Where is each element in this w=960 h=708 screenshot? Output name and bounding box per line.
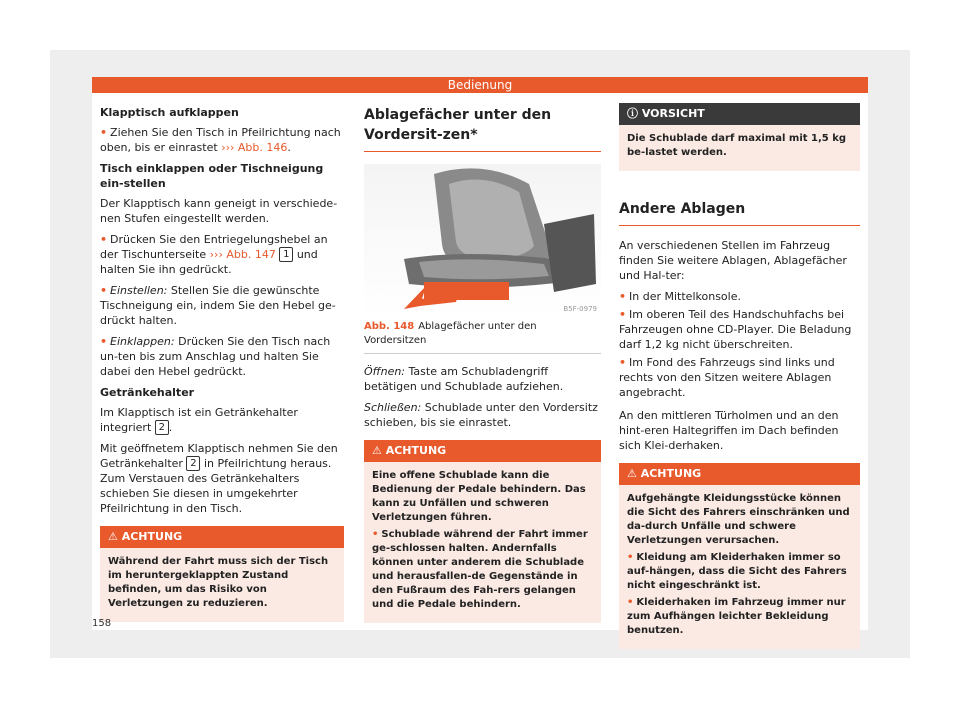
seat-drawer-figure [364,164,601,316]
warning-header: ⚠ ACHTUNG [364,440,601,462]
ref-link[interactable]: ››› Abb. 147 [209,248,276,261]
bullet-icon: • [372,529,379,540]
warning-header: ⚠ ACHTUNG [619,463,860,485]
warning-header: ⚠ ACHTUNG [100,526,344,548]
bullet-icon: • [627,552,634,563]
bullet-icon: • [100,233,108,246]
warning-bullet: • Schublade während der Fahrt immer ge-schlossen halten. Andernfalls können unter anderem die Schublade und herausfallen-de Gegenstände in den Fußraum des Fah-rers gelangen und die Pedale behindern. [372,529,588,610]
paragraph-oeffnen: Öffnen: Taste am Schubladengriff betätigen und Schublade aufziehen. [364,365,564,393]
caution-box [619,103,860,171]
warning-box [100,526,344,622]
paragraph: An den mittleren Türholmen und an den hint-eren Haltegriffen im Dach befinden sich Klei-derhaken. [619,409,839,452]
figure-code: B5F-0979 [563,305,597,313]
callout-number: 1 [279,247,293,262]
paragraph-schliessen: Schließen: Schublade unter den Vordersitz schieben, bis sie einrastet. [364,401,598,429]
warning-bullet: • Kleidung am Kleiderhaken immer so auf-hängen, dass die Sicht des Fahrers nicht eingeschränkt ist. [627,552,847,591]
bullet-einklappen: • Einklappen: Drücken Sie den Tisch nach un-ten bis zum Anschlag und halten Sie dabei den Hebel gedrückt. [100,335,331,378]
section-title-andere-ablagen: Andere Ablagen [619,199,860,226]
heading-getraenke: Getränkehalter [100,386,195,399]
bullet-item: • Im oberen Teil des Handschuhfachs bei Fahrzeugen ohne CD-Player. Die Beladung darf 1,2 kg nicht überschreiten. [619,308,852,351]
bullet-icon: • [627,597,634,608]
bullet-icon: • [619,290,627,303]
bullet-icon: • [100,126,108,139]
bullet-icon: • [619,356,627,369]
warning-box [619,463,860,649]
warning-triangle-icon: ⚠ [108,530,118,543]
bullet-icon: • [100,335,108,348]
caution-header: ⓘ VORSICHT [619,103,860,125]
manual-page [92,77,868,636]
warning-bullet: • Kleiderhaken im Fahrzeug immer nur zum Aufhängen leichter Bekleidung benutzen. [627,597,846,636]
section-title-ablagefaecher: Ablagefächer unter den Vordersit-zen* [364,105,601,152]
paragraph: Der Klapptisch kann geneigt in verschiede-nen Stufen eingestellt werden. [100,197,338,225]
paragraph: Im Klapptisch ist ein Getränkehalter integriert 2 . [100,406,298,434]
bullet-ziehen: • Ziehen Sie den Tisch in Pfeilrichtung nach oben, bis er einrastet ››› Abb. 146. [100,126,341,154]
column-right [619,103,860,649]
caution-body: Die Schublade darf maximal mit 1,5 kg be-lastet werden. [627,133,847,158]
warning-triangle-icon: ⚠ [372,444,382,457]
bullet-icon: • [619,308,627,321]
heading-klapptisch: Klapptisch aufklappen [100,106,239,119]
column-middle [364,105,601,623]
bullet-icon: • [100,284,108,297]
bullet-einstellen: • Einstellen: Stellen Sie die gewünschte Tischneigung ein, indem Sie den Hebel ge-drückt halten. [100,284,336,327]
warning-body: Aufgehängte Kleidungsstücke können die Sicht des Fahrers einschränken und da-durch Unfälle und schwere Verletzungen verursachen. • Kleidung am Kleiderhaken immer so auf-hängen, dass die Sicht des Fahrers nicht eingeschränkt ist. • Kleiderhaken im Fahrzeug immer nur zum Aufhängen leichter Bekleidung benutzen. [619,485,860,649]
paragraph: An verschiedenen Stellen im Fahrzeug finden Sie weitere Ablagen, Ablagefächer und Hal-ter: [619,239,847,282]
bullet-druecken: • Drücken Sie den Entriegelungshebel an der Tischunterseite ››› Abb. 147 1 und halten Sie ihn gedrückt. [100,233,328,276]
column-left [100,105,344,622]
warning-triangle-icon: ⚠ [627,467,637,480]
paragraph: Mit geöffnetem Klapptisch nehmen Sie den Getränkehalter 2 in Pfeilrichtung heraus. Zum Verstauen des Getränkehalters schieben Sie diesen in umgekehrter Pfeilrichtung in den Tisch. [100,442,338,515]
bullet-item: • In der Mittelkonsole. [619,290,741,303]
figure-caption: Abb. 148 Ablagefächer unter den Vordersitzen [364,320,601,354]
warning-body: Eine offene Schublade kann die Bedienung der Pedale behindern. Das kann zu Unfällen und schweren Verletzungen führen. • Schublade während der Fahrt immer ge-schlossen halten. Andernfalls können unter anderem die Schublade und herausfallen-de Gegenstände in den Fußraum des Fah-rers gelangen und die Pedale behindern. [364,462,601,623]
page-number: 158 [92,618,112,629]
callout-number: 2 [155,420,169,435]
callout-number: 2 [186,456,200,471]
heading-einklappen: Tisch einklappen oder Tischneigung ein-stellen [100,162,324,190]
bullet-item: • Im Fond des Fahrzeugs sind links und rechts von den Sitzen weitere Ablagen angebracht. [619,356,835,399]
warning-box [364,440,601,623]
warning-body: Während der Fahrt muss sich der Tisch im heruntergeklappten Zustand befinden, um das Risiko von Verletzungen zu reduzieren. [108,556,329,609]
seat-illustration [364,164,601,316]
info-circle-icon: ⓘ [627,107,638,120]
ref-link[interactable]: ››› Abb. 146 [221,141,288,154]
section-header: Bedienung [92,77,868,93]
